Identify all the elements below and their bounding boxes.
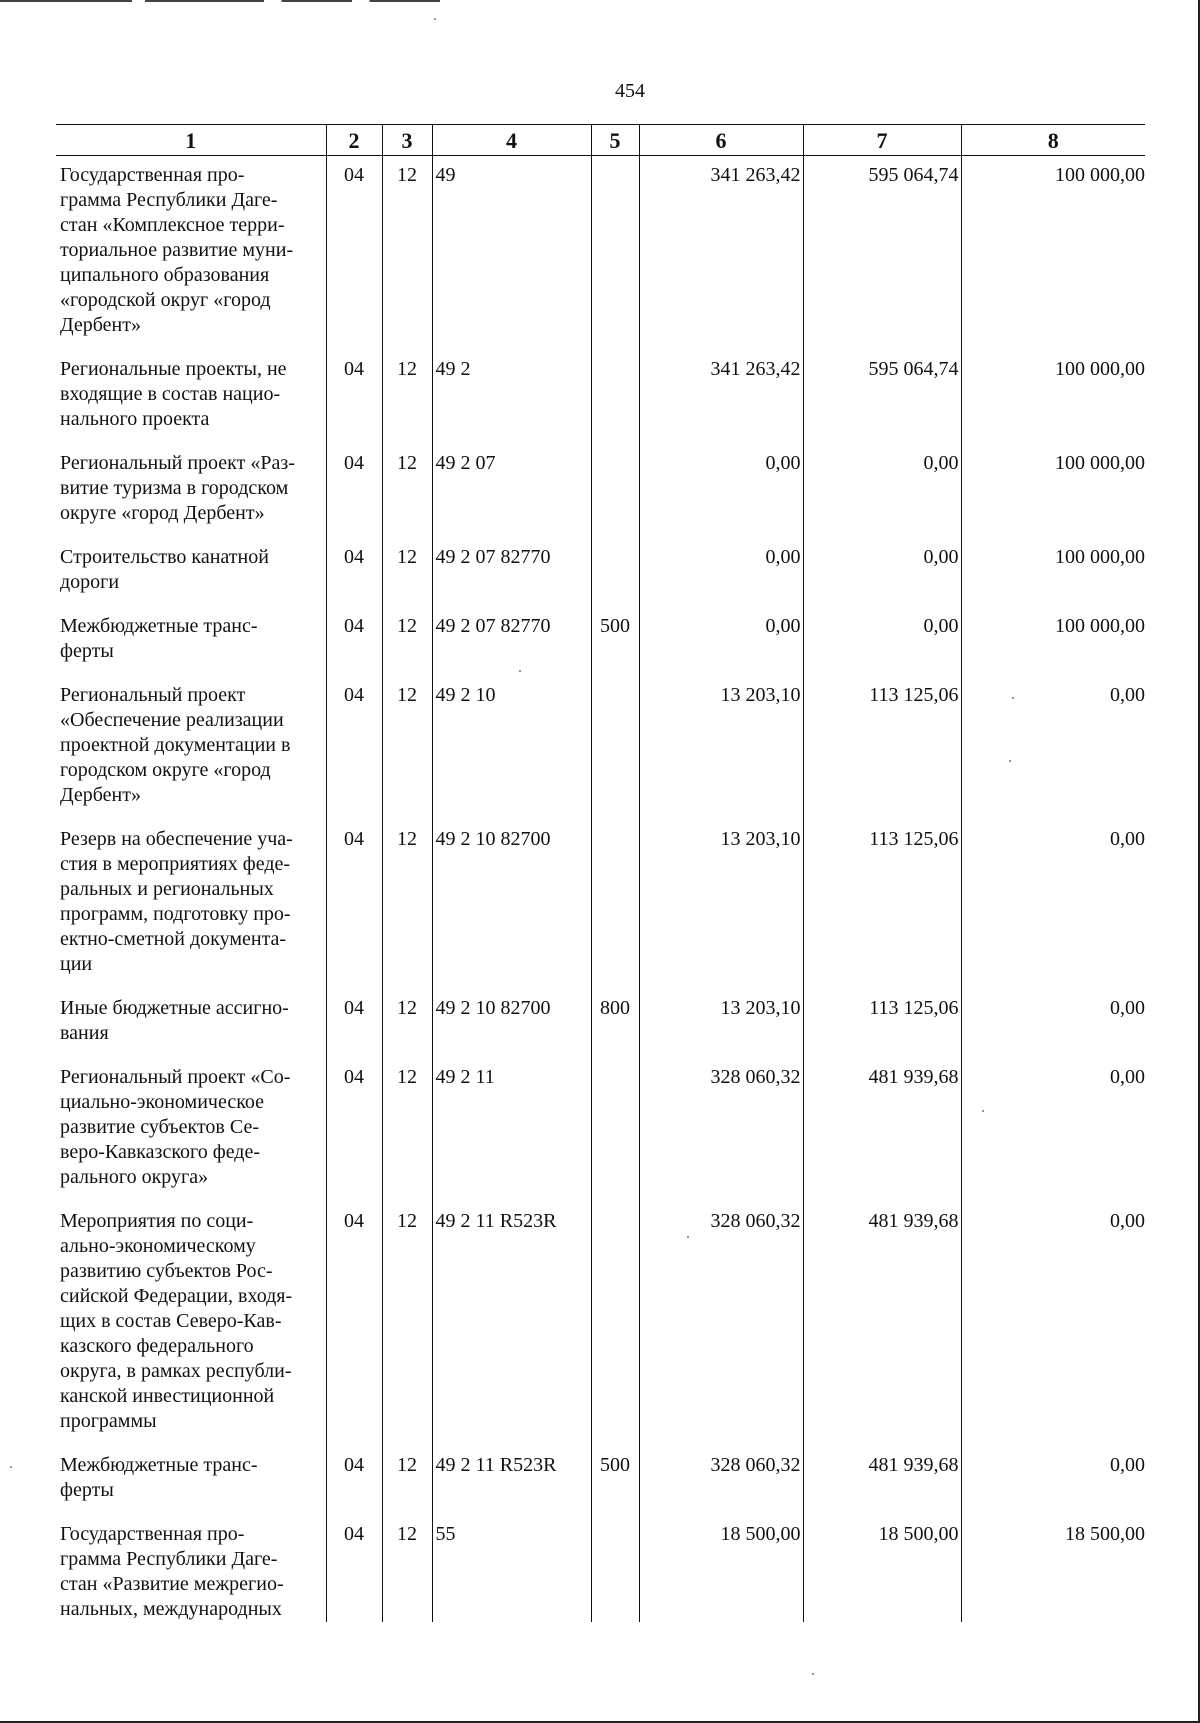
section-code-cell: 04 — [326, 989, 382, 1058]
table-row — [56, 538, 1145, 607]
row-name-line: веро-Кавказского феде- — [60, 1141, 261, 1163]
target-article-cell: 49 2 07 — [432, 444, 591, 538]
row-name-line: вания — [60, 1022, 109, 1044]
target-article-cell: 49 — [432, 156, 591, 351]
row-name-cell — [56, 820, 326, 989]
amount-col7-cell: 113 125,06 — [803, 820, 961, 989]
section-code-cell: 04 — [326, 156, 382, 351]
target-article-cell: 55 — [432, 1515, 591, 1622]
row-name-line: программ, подготовку про- — [60, 903, 291, 925]
amount-col6-cell: 341 263,42 — [639, 156, 803, 351]
amount-col8-cell: 18 500,00 — [961, 1515, 1145, 1622]
row-name-line: развитию субъектов Рос- — [60, 1260, 273, 1282]
expense-type-cell: 500 — [591, 607, 639, 676]
row-name-cell — [56, 1058, 326, 1202]
row-name-cell — [56, 607, 326, 676]
table-body — [56, 156, 1145, 1623]
row-name-line: развитие субъектов Се- — [60, 1116, 259, 1138]
expense-type-cell — [591, 676, 639, 820]
section-code-cell: 04 — [326, 1202, 382, 1446]
subsection-code-cell: 12 — [382, 607, 432, 676]
subsection-code-cell: 12 — [382, 156, 432, 351]
section-code-cell: 04 — [326, 1058, 382, 1202]
scan-speck — [982, 1110, 984, 1112]
row-name-cell — [56, 1202, 326, 1446]
amount-col7-cell: 481 939,68 — [803, 1058, 961, 1202]
subsection-code-cell: 12 — [382, 676, 432, 820]
row-name-line: стия в мероприятиях феде- — [60, 853, 291, 875]
expense-type-cell: 800 — [591, 989, 639, 1058]
row-name-line: грамма Республики Даге- — [60, 189, 278, 211]
amount-col7-cell: 113 125,06 — [803, 676, 961, 820]
expense-type-cell: 500 — [591, 1446, 639, 1515]
subsection-code-cell: 12 — [382, 1446, 432, 1515]
row-name-line: стан «Комплексное терри- — [60, 214, 285, 236]
amount-col8-cell: 0,00 — [961, 1058, 1145, 1202]
amount-col7-cell: 595 064,74 — [803, 350, 961, 444]
row-name-line: ектно-сметной документа- — [60, 928, 287, 950]
scan-speck — [434, 18, 436, 20]
subsection-code-cell: 12 — [382, 820, 432, 989]
subsection-code-cell: 12 — [382, 444, 432, 538]
amount-col8-cell: 0,00 — [961, 820, 1145, 989]
row-name-line: щих в состав Северо-Кав- — [60, 1310, 282, 1332]
target-article-cell: 49 2 — [432, 350, 591, 444]
section-code-cell: 04 — [326, 538, 382, 607]
row-name-cell — [56, 989, 326, 1058]
target-article-cell: 49 2 10 82700 — [432, 989, 591, 1058]
row-name-line: Строительство канатной — [60, 546, 269, 568]
table-row — [56, 989, 1145, 1058]
amount-col7-cell: 18 500,00 — [803, 1515, 961, 1622]
row-name-line: Региональные проекты, не — [60, 358, 287, 380]
target-article-cell: 49 2 11 — [432, 1058, 591, 1202]
target-article-cell: 49 2 11 R523R — [432, 1202, 591, 1446]
amount-col7-cell: 595 064,74 — [803, 156, 961, 351]
row-name-line: Региональный проект — [60, 684, 246, 706]
section-code-cell: 04 — [326, 350, 382, 444]
row-name-line: ции — [60, 953, 93, 975]
subsection-code-cell: 12 — [382, 1202, 432, 1446]
amount-col8-cell: 100 000,00 — [961, 444, 1145, 538]
expense-type-cell — [591, 350, 639, 444]
row-name-line: Дербент» — [60, 784, 141, 806]
subsection-code-cell: 12 — [382, 350, 432, 444]
scan-speck — [812, 1673, 814, 1675]
scan-speck — [1012, 697, 1014, 699]
row-name-line: «городской округ «город — [60, 289, 271, 311]
row-name-line: округа, в рамках республи- — [60, 1360, 292, 1382]
amount-col6-cell: 13 203,10 — [639, 820, 803, 989]
amount-col8-cell: 100 000,00 — [961, 538, 1145, 607]
row-name-line: Дербент» — [60, 314, 141, 336]
row-name-cell — [56, 350, 326, 444]
amount-col8-cell: 0,00 — [961, 1202, 1145, 1446]
table-row — [56, 350, 1145, 444]
amount-col7-cell: 481 939,68 — [803, 1446, 961, 1515]
row-name-line: Региональный проект «Раз- — [60, 452, 295, 474]
scan-speck — [519, 670, 521, 672]
table-row — [56, 1515, 1145, 1622]
budget-table — [56, 124, 1145, 1622]
column-header: 2 — [326, 125, 382, 156]
page-number: 454 — [615, 80, 645, 102]
expense-type-cell — [591, 1058, 639, 1202]
subsection-code-cell: 12 — [382, 1515, 432, 1622]
amount-col7-cell: 0,00 — [803, 538, 961, 607]
subsection-code-cell: 12 — [382, 1058, 432, 1202]
section-code-cell: 04 — [326, 676, 382, 820]
row-name-line: грамма Республики Даге- — [60, 1548, 278, 1570]
table-row — [56, 444, 1145, 538]
scan-speck — [10, 1466, 12, 1468]
row-name-line: сийской Федерации, входя- — [60, 1285, 293, 1307]
target-article-cell: 49 2 10 — [432, 676, 591, 820]
target-article-cell: 49 2 07 82770 — [432, 538, 591, 607]
target-article-cell: 49 2 07 82770 — [432, 607, 591, 676]
row-name-line: ферты — [60, 1479, 114, 1501]
row-name-line: ферты — [60, 640, 114, 662]
row-name-cell — [56, 444, 326, 538]
amount-col6-cell: 0,00 — [639, 607, 803, 676]
amount-col7-cell: 0,00 — [803, 607, 961, 676]
row-name-line: Государственная про- — [60, 164, 245, 186]
row-name-line: ально-экономическому — [60, 1235, 256, 1257]
amount-col8-cell: 100 000,00 — [961, 156, 1145, 351]
scan-speck — [1009, 760, 1011, 762]
row-name-line: витие туризма в городском — [60, 477, 289, 499]
expense-type-cell — [591, 156, 639, 351]
amount-col6-cell: 341 263,42 — [639, 350, 803, 444]
row-name-line: ральных и региональных — [60, 878, 274, 900]
column-header: 4 — [432, 125, 591, 156]
expense-type-cell — [591, 1515, 639, 1622]
expense-type-cell — [591, 538, 639, 607]
row-name-line: Резерв на обеспечение уча- — [60, 828, 293, 850]
subsection-code-cell: 12 — [382, 538, 432, 607]
table-row — [56, 1202, 1145, 1446]
column-header: 3 — [382, 125, 432, 156]
amount-col6-cell: 328 060,32 — [639, 1446, 803, 1515]
row-name-line: Региональный проект «Со- — [60, 1066, 291, 1088]
table-row — [56, 1446, 1145, 1515]
table-row — [56, 676, 1145, 820]
column-header: 8 — [961, 125, 1145, 156]
expense-type-cell — [591, 820, 639, 989]
amount-col8-cell: 0,00 — [961, 989, 1145, 1058]
row-name-line: стан «Развитие межрегио- — [60, 1573, 284, 1595]
amount-col7-cell: 481 939,68 — [803, 1202, 961, 1446]
row-name-line: проектной документации в — [60, 734, 291, 756]
expense-type-cell — [591, 1202, 639, 1446]
amount-col7-cell: 113 125,06 — [803, 989, 961, 1058]
amount-col6-cell: 0,00 — [639, 538, 803, 607]
column-header: 5 — [591, 125, 639, 156]
amount-col7-cell: 0,00 — [803, 444, 961, 538]
target-article-cell: 49 2 10 82700 — [432, 820, 591, 989]
row-name-line: городском округе «город — [60, 759, 271, 781]
table-header-row — [56, 125, 1145, 156]
row-name-line: казского федерального — [60, 1335, 254, 1357]
row-name-line: Иные бюджетные ассигно- — [60, 997, 289, 1019]
section-code-cell: 04 — [326, 607, 382, 676]
row-name-cell — [56, 1515, 326, 1622]
amount-col8-cell: 0,00 — [961, 1446, 1145, 1515]
table-row — [56, 820, 1145, 989]
column-header: 1 — [56, 125, 326, 156]
row-name-line: входящие в состав нацио- — [60, 383, 281, 405]
table-row — [56, 156, 1145, 351]
row-name-line: нального проекта — [60, 408, 210, 430]
row-name-line: программы — [60, 1410, 157, 1432]
row-name-line: ториальное развитие муни- — [60, 239, 294, 261]
row-name-line: канской инвестиционной — [60, 1385, 275, 1407]
row-name-cell — [56, 676, 326, 820]
amount-col6-cell: 328 060,32 — [639, 1058, 803, 1202]
section-code-cell: 04 — [326, 820, 382, 989]
row-name-line: рального округа» — [60, 1166, 209, 1188]
amount-col6-cell: 18 500,00 — [639, 1515, 803, 1622]
amount-col6-cell: 13 203,10 — [639, 989, 803, 1058]
table-row — [56, 1058, 1145, 1202]
amount-col6-cell: 328 060,32 — [639, 1202, 803, 1446]
row-name-cell — [56, 1446, 326, 1515]
amount-col8-cell: 0,00 — [961, 676, 1145, 820]
target-article-cell: 49 2 11 R523R — [432, 1446, 591, 1515]
scan-edge-top — [0, 0, 440, 2]
table-row — [56, 607, 1145, 676]
row-name-cell — [56, 156, 326, 351]
row-name-line: ципального образования — [60, 264, 270, 286]
row-name-line: нальных, международных — [60, 1598, 282, 1620]
section-code-cell: 04 — [326, 1515, 382, 1622]
row-name-line: Государственная про- — [60, 1523, 245, 1545]
row-name-line: дороги — [60, 571, 120, 593]
amount-col6-cell: 0,00 — [639, 444, 803, 538]
row-name-line: округе «город Дербент» — [60, 502, 265, 524]
amount-col8-cell: 100 000,00 — [961, 350, 1145, 444]
row-name-line: Межбюджетные транс- — [60, 1454, 258, 1476]
column-header: 6 — [639, 125, 803, 156]
row-name-line: Межбюджетные транс- — [60, 615, 258, 637]
column-header: 7 — [803, 125, 961, 156]
row-name-line: Мероприятия по соци- — [60, 1210, 254, 1232]
row-name-line: «Обеспечение реализации — [60, 709, 284, 731]
subsection-code-cell: 12 — [382, 989, 432, 1058]
expense-type-cell — [591, 444, 639, 538]
amount-col6-cell: 13 203,10 — [639, 676, 803, 820]
row-name-cell — [56, 538, 326, 607]
amount-col8-cell: 100 000,00 — [961, 607, 1145, 676]
row-name-line: циально-экономическое — [60, 1091, 265, 1113]
scan-speck — [687, 1236, 689, 1238]
section-code-cell: 04 — [326, 1446, 382, 1515]
section-code-cell: 04 — [326, 444, 382, 538]
